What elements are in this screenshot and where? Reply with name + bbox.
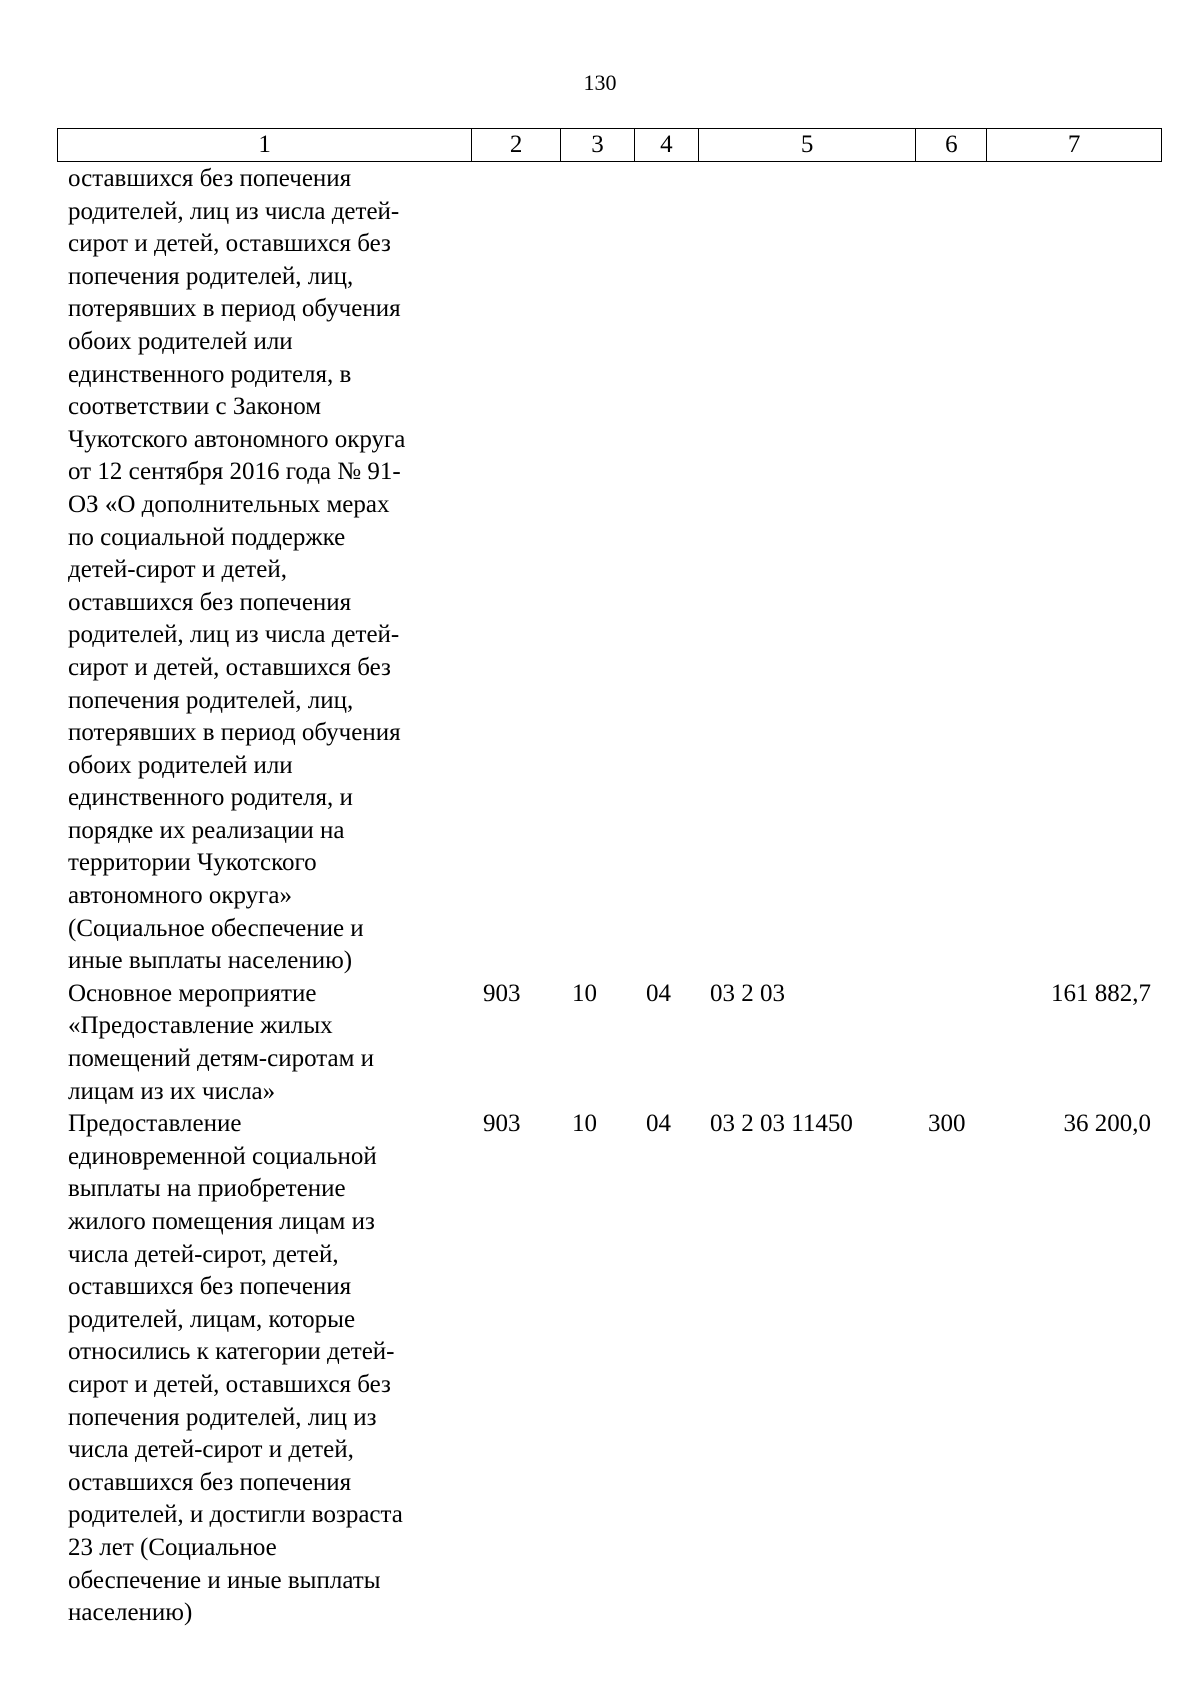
description-line: ОЗ «О дополнительных мерах xyxy=(68,490,390,518)
description-line: числа детей-сирот, детей, xyxy=(68,1240,339,1268)
row-description xyxy=(57,978,472,1108)
row-amount xyxy=(988,163,1162,978)
description-line: порядке их реализации на xyxy=(68,816,345,844)
description-line: территории Чукотского xyxy=(68,849,317,877)
row-subsection: 04 xyxy=(646,1110,671,1138)
header-col-7: 7 xyxy=(1067,131,1081,158)
description-line: родителей, лиц из числа детей- xyxy=(68,621,400,649)
description-line: попечения родителей, лиц из xyxy=(68,1403,377,1431)
header-col-5: 5 xyxy=(699,129,917,161)
description-line: автономного округа» xyxy=(68,882,293,910)
description-line: обоих родителей или xyxy=(68,327,293,355)
description-line: единственного родителя, в xyxy=(68,360,352,388)
row-admin-code xyxy=(472,163,561,978)
description-line: оставшихся без попечения xyxy=(68,1468,352,1496)
row-description xyxy=(57,163,472,978)
row-subsection: 04 xyxy=(646,979,671,1007)
description-line: попечения родителей, лиц, xyxy=(68,686,354,714)
row-section xyxy=(561,163,635,978)
description-line: сирот и детей, оставшихся без xyxy=(68,1370,391,1398)
description-line: потерявших в период обучения xyxy=(68,295,401,323)
row-amount: 161 882,7 xyxy=(1051,979,1151,1007)
row-section: 10 xyxy=(572,1110,597,1138)
row-expense-type xyxy=(917,978,988,1108)
description-line: иные выплаты населению) xyxy=(68,947,353,975)
description-line: родителей, и достигли возраста xyxy=(68,1501,403,1529)
header-col-4: 4 xyxy=(635,129,699,161)
row-expense-type xyxy=(917,163,988,978)
row-description xyxy=(57,1108,472,1630)
description-line: выплаты на приобретение xyxy=(68,1175,346,1203)
description-line: единовременной социальной xyxy=(68,1142,377,1170)
description-line: родителей, лиц из числа детей- xyxy=(68,197,400,225)
description-line: Предоставление xyxy=(68,1110,242,1138)
row-amount: 36 200,0 xyxy=(1063,1110,1151,1138)
table-header xyxy=(57,128,1162,162)
row-target-article: 03 2 03 xyxy=(710,979,785,1007)
description-line: лицам из их числа» xyxy=(68,1077,276,1105)
description-line: детей-сирот и детей, xyxy=(68,556,287,584)
description-line: оставшихся без попечения xyxy=(68,165,352,192)
header-col-1: 1 xyxy=(58,129,472,161)
description-line: родителей, лицам, которые xyxy=(68,1305,356,1333)
description-line: относились к категории детей- xyxy=(68,1338,395,1366)
description-line: обоих родителей или xyxy=(68,751,293,779)
description-line: 23 лет (Социальное xyxy=(68,1533,277,1561)
description-line: помещений детям-сиротам и xyxy=(68,1045,375,1073)
description-line: оставшихся без попечения xyxy=(68,588,352,616)
description-line: «Предоставление жилых xyxy=(68,1012,333,1040)
row-target-article xyxy=(699,163,917,978)
row-admin-code: 903 xyxy=(483,1110,521,1138)
description-line: единственного родителя, и xyxy=(68,784,353,812)
description-line: Чукотского автономного округа xyxy=(68,425,406,453)
description-line: оставшихся без попечения xyxy=(68,1273,352,1301)
table-row xyxy=(57,1108,1162,1630)
description-line: (Социальное обеспечение и xyxy=(68,914,364,942)
table-body xyxy=(57,163,1162,1630)
description-line: обеспечение и иные выплаты xyxy=(68,1566,381,1594)
description-line: жилого помещения лицам из xyxy=(68,1208,375,1235)
table-row xyxy=(57,978,1162,1108)
row-section: 10 xyxy=(572,979,597,1007)
row-target-article: 03 2 03 11450 xyxy=(710,1110,853,1138)
description-line: Основное мероприятие xyxy=(68,979,317,1007)
table-row xyxy=(57,163,1162,978)
description-line: сирот и детей, оставшихся без xyxy=(68,230,391,258)
description-line: попечения родителей, лиц, xyxy=(68,262,354,290)
header-col-3: 3 xyxy=(561,129,635,161)
row-expense-type: 300 xyxy=(928,1110,966,1138)
description-line: числа детей-сирот и детей, xyxy=(68,1436,354,1464)
description-line: по социальной поддержке xyxy=(68,523,346,551)
description-line: от 12 сентября 2016 года № 91- xyxy=(68,458,401,486)
page-number: 130 xyxy=(583,70,617,95)
header-col-6: 6 xyxy=(916,129,987,161)
header-col-2: 2 xyxy=(472,129,561,161)
description-line: сирот и детей, оставшихся без xyxy=(68,653,391,681)
row-subsection xyxy=(635,163,699,978)
description-line: потерявших в период обучения xyxy=(68,719,401,747)
description-line: населению) xyxy=(68,1599,193,1627)
row-admin-code: 903 xyxy=(483,979,521,1007)
description-line: соответствии с Законом xyxy=(68,393,322,421)
